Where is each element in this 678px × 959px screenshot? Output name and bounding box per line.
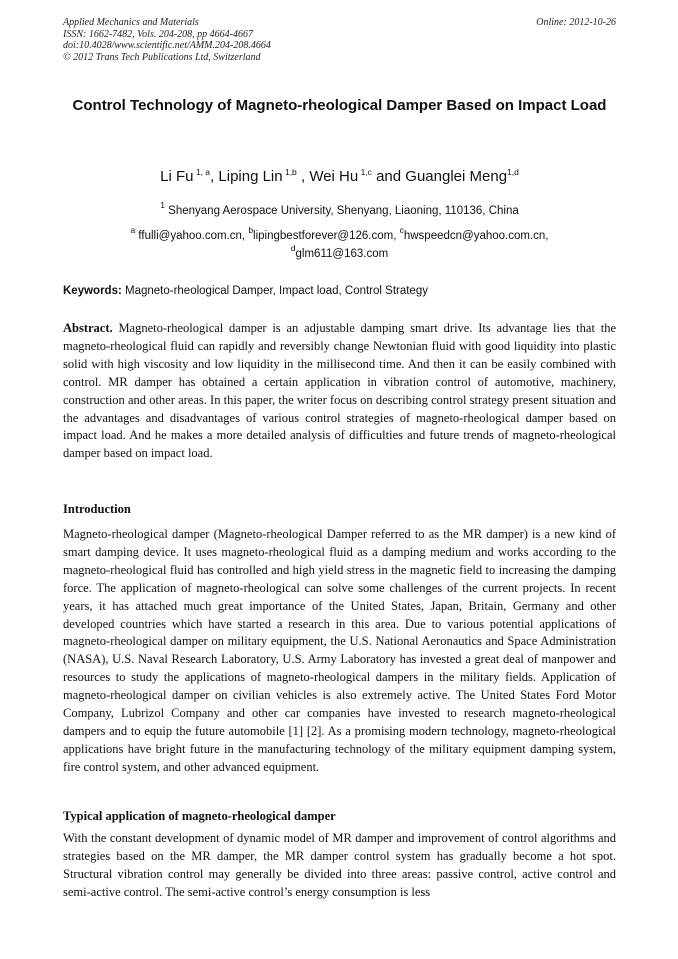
typical-application-paragraph: With the constant development of dynamic model of MR damper and improvement of control algorithms and strategies based on the MR damper, the MR damper control system has gradually become a hot spot. Structural vibration control may generally be divided into three areas: passive control, active control and semi-active control. The semi-active control’s energy consumption is less [63, 831, 616, 899]
author-sup: 1,c [358, 167, 372, 177]
affiliation-text: Shenyang Aerospace University, Shenyang, Liaoning, 110136, China [164, 205, 519, 217]
journal-name: Applied Mechanics and Materials [63, 17, 199, 28]
email: glm611@163.com [295, 248, 389, 260]
introduction-heading: Introduction [63, 502, 131, 516]
email: lipingbestforever@126.com, [253, 230, 400, 242]
author-sup: 1,b [282, 167, 297, 177]
paper-title: Control Technology of Magneto-rheological Damper Based on Impact Load [72, 97, 607, 114]
email-sup: c [399, 225, 404, 235]
email-sup: a [130, 225, 136, 235]
author-sup: 1,d [507, 167, 519, 177]
affiliation-sup: 1 [160, 200, 165, 210]
online-date: Online: 2012-10-26 [536, 17, 616, 28]
abstract-paragraph [63, 320, 616, 463]
typical-application-heading: Typical application of magneto-rheological damper [63, 809, 336, 823]
author-list [63, 166, 616, 188]
author-separator: , [296, 168, 310, 185]
author-separator: and [371, 168, 406, 185]
copyright-line: © 2012 Trans Tech Publications Ltd, Switzerland [63, 51, 261, 63]
email-list [63, 227, 616, 263]
keywords-text: Magneto-rheological Damper, Impact load, Control Strategy [121, 285, 428, 297]
issn-line: ISSN: 1662-7482, Vols. 204-208, pp 4664-4667 [63, 28, 253, 40]
journal-header [63, 17, 616, 63]
email-sup: d [290, 243, 296, 253]
author-name: Liping Lin [218, 168, 283, 185]
keywords [63, 284, 616, 299]
email: ffulli@yahoo.com.cn, [135, 230, 249, 242]
abstract-text: Magneto-rheological damper is an adjustable damping smart drive. Its advantage lies that the magneto-rheological fluid can rapidly and reversibly change Newtonian fluid with good liquidity into plastic solid with high viscosity and low liquidity in the millisecond time. And then it can be easily combined with control. MR damper has obtained a certain application in vibration control of automotive, machinery, construction and other areas. In this paper, the writer focus on describing control strategy present situation and the advantages and disadvantages of various control strategies of magneto-rheological damper based on impact load. And he makes a more detailed analysis of difficulties and future trends of magneto-rheological damper based on impact load. [63, 321, 616, 461]
doi-line: doi:10.4028/www.scientific.net/AMM.204-208.4664 [63, 40, 271, 51]
author-name: Li Fu [160, 168, 194, 185]
keywords-label: Keywords: [63, 285, 122, 297]
introduction-paragraph: Magneto-rheological damper (Magneto-rheological Damper referred to as the MR damper) is a new kind of smart damping device. It uses magneto-rheological fluid as a damping medium and works according to the magneto-rheological fluid has controlled and high yield stress in the magnetic field to increasing the damping force. The application of magneto-rheological can solve some challenges of the current projects. In recent years, it has attached much great importance of the United States, Japan, Britain, Germany and other developed countries which have started a research in this area. Due to various potential applications of magneto-rheological damper on military equipment, the U.S. National Aeronautics and Space Administration (NASA), U.S. Naval Research Laboratory, U.S. Army Laboratory has invested a great deal of manpower and resources to study the applications of magneto-rheological dampers in the military fields. Application of magneto-rheological damper on civilian vehicles is also extremely active. The United States Ford Motor Company, Lubrizol Company and other car companies have invested to research magneto-rheological dampers and to equip the future automobile [1] [2]. As a promising modern technology, magneto-rheological applications have bright future in the manufacturing technology of the military equipment damping system, fire control system, and other advanced equipment. [63, 527, 616, 774]
author-sup: 1, a [193, 167, 211, 177]
author-name: Wei Hu [309, 168, 359, 185]
author-name: Guanglei Meng [405, 168, 508, 185]
author-separator: , [210, 168, 219, 185]
email: hwspeedcn@yahoo.com.cn, [403, 230, 549, 242]
affiliation [63, 200, 616, 219]
abstract-label: Abstract. [63, 321, 113, 335]
email-sup: b [248, 225, 254, 235]
